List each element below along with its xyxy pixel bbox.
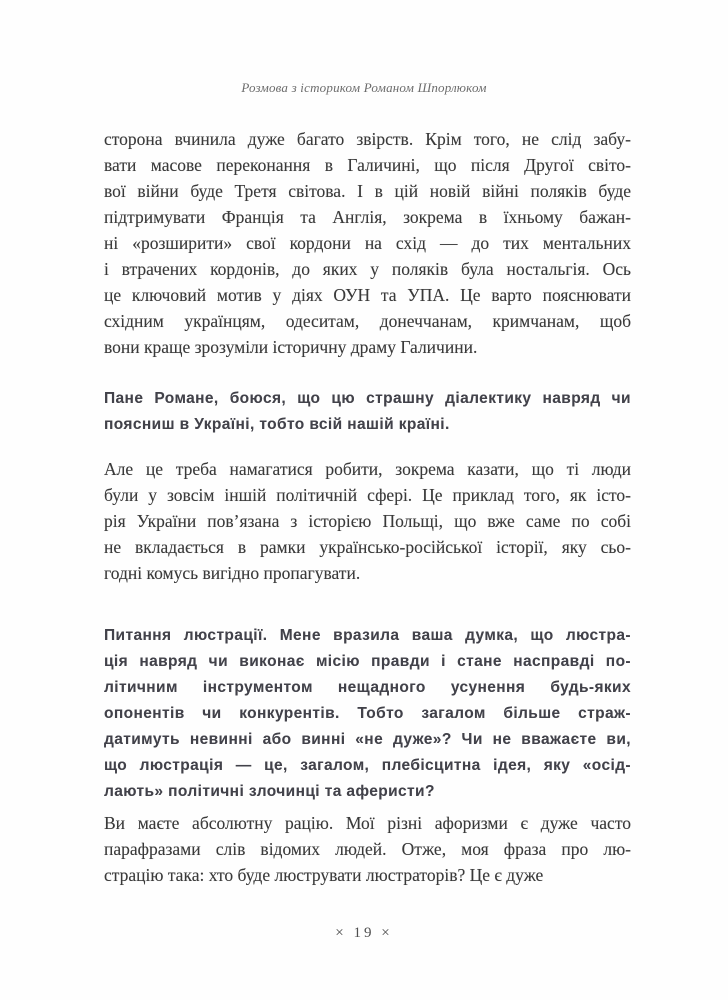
text-line: годні комусь вигідно пропагувати.	[104, 563, 361, 583]
text-line: підтримувати Франція та Англія, зокрема в їхньому бажан-	[104, 207, 631, 227]
page-number: × 19 ×	[335, 925, 393, 941]
text-line: ція навряд чи виконає місію правди і стане насправді по-	[104, 653, 631, 670]
text-line: Ви маєте абсолютну рацію. Мої різні афоризми є дуже часто	[104, 813, 631, 833]
text-line: сторона вчинила дуже багато звірств. Крім того, не слід забу-	[104, 129, 631, 149]
text-line: лають» політичні злочинці та аферисти?	[104, 783, 435, 800]
question-paragraph-1	[104, 386, 631, 438]
text-line: вати масове переконання в Галичині, що після Другої світо-	[104, 155, 631, 175]
text-line: Пане Романе, боюся, що цю страшну діалектику навряд чи	[104, 390, 631, 407]
text-line: Але це треба намагатися робити, зокрема казати, що ті люди	[104, 459, 631, 479]
text-line: літичним інструментом нещадного усунення будь-яких	[104, 679, 631, 696]
text-line: датимуть невинні або винні «не дуже»? Чи не вважаєте ви,	[104, 731, 631, 748]
page-content	[104, 126, 631, 888]
text-line: парафразами слів відомих людей. Отже, моя фраза про лю-	[104, 839, 631, 859]
text-line: Питання люстрації. Мене вразила ваша думка, що люстра-	[104, 627, 631, 644]
text-line: рія України пов’язана з історією Польщі, що вже саме по собі	[104, 511, 631, 531]
text-line: це ключовий мотив у діях ОУН та УПА. Це варто пояснювати	[104, 285, 631, 305]
text-line: і втрачених кордонів, до яких у поляків була ностальгія. Ось	[104, 259, 631, 279]
text-line: вони краще зрозуміли історичну драму Галичини.	[104, 337, 478, 357]
text-line: що люстрація — це, загалом, плебісцитна ідея, яку «осід-	[104, 757, 631, 774]
answer-paragraph-1	[104, 126, 631, 360]
text-line: східним українцям, одеситам, донеччанам, кримчанам, щоб	[104, 311, 631, 331]
running-header: Розмова з істориком Романом Шпорлюком	[241, 80, 487, 95]
text-line: поясниш в Україні, тобто всій нашій країні.	[104, 416, 450, 433]
text-line: були у зовсім іншій політичній сфері. Це приклад того, як істо-	[104, 485, 631, 505]
text-line: не вкладається в рамки українсько-російської історії, яку сьо-	[104, 537, 631, 557]
question-paragraph-2	[104, 623, 631, 805]
text-line: ні «розширити» свої кордони на схід — до тих ментальних	[104, 233, 631, 253]
answer-paragraph-2	[104, 456, 631, 586]
text-line: опонентів чи конкурентів. Тобто загалом більше страж-	[104, 705, 631, 722]
text-line: вої війни буде Третя світова. І в цій новій війні поляків буде	[104, 181, 631, 201]
text-line: страцію така: хто буде люструвати люстраторів? Це є дуже	[104, 865, 544, 885]
answer-paragraph-3	[104, 810, 631, 888]
